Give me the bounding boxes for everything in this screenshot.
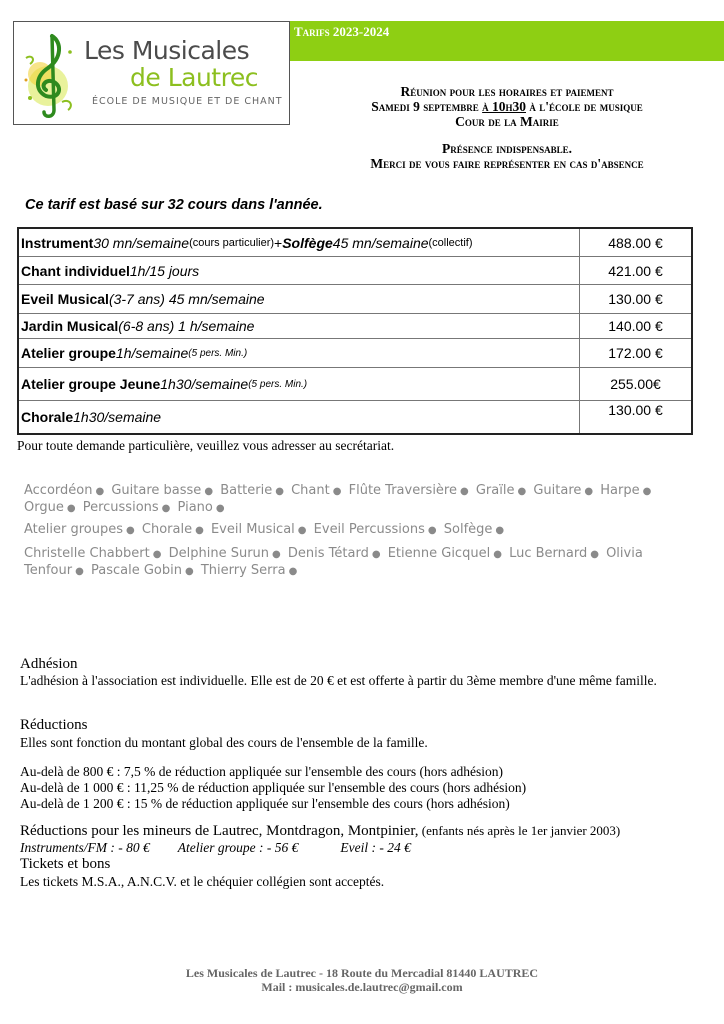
table-row	[19, 229, 691, 256]
table-row	[19, 367, 691, 400]
intro-text: Ce tarif est basé sur 32 cours dans l'année.	[25, 197, 323, 213]
instrument-item: Harpe	[600, 483, 640, 498]
footer-address: Les Musicales de Lautrec - 18 Route du Mercadial 81440 LAUTREC	[185, 966, 539, 980]
instrument-item: Guitare basse	[111, 483, 202, 498]
logo-title-line2: de Lautrec	[130, 63, 258, 92]
meeting-line4: Présence indispensable.	[441, 141, 573, 156]
tariff-price: 140.00 €	[608, 318, 663, 334]
bullet-separator: ●	[126, 525, 135, 536]
table-row	[19, 284, 691, 313]
tariff-description: Jardin Musical (6-8 ans) 1 h/semaine	[19, 314, 580, 338]
bullet-separator: ●	[493, 549, 502, 560]
bullet-separator: ●	[195, 525, 204, 536]
minors-title	[20, 823, 720, 840]
bullet-separator: ●	[584, 486, 594, 497]
meeting-line5: Merci de vous faire représenter en cas d'absence	[370, 156, 644, 171]
teacher-item: Pascale Gobin	[90, 562, 182, 578]
teacher-item: Christelle Chabbert	[24, 546, 150, 561]
instrument-item: Accordéon	[24, 483, 93, 498]
tariff-description: Eveil Musical (3-7 ans) 45 mn/semaine	[19, 285, 580, 313]
meeting-time: à 10h30	[482, 99, 526, 114]
tariff-description: Atelier groupe 1h/semaine (5 pers. Min.)	[19, 339, 580, 367]
reduction-tier: Au-delà de 1 200 € : 15 % de réduction appliquée sur l'ensemble des cours (hors adhésion)	[20, 796, 510, 811]
tariff-description: Atelier groupe Jeune 1h30/semaine (5 pers. Min.)	[19, 368, 580, 400]
instrument-item: Orgue	[24, 499, 64, 515]
teacher-item: Etienne Gicquel	[387, 546, 491, 561]
instrument-item: Chant	[291, 483, 330, 498]
bullet-separator: ●	[204, 486, 214, 497]
bullet-separator: ●	[184, 565, 194, 577]
bullet-separator: ●	[275, 486, 284, 497]
footer	[0, 967, 724, 994]
adhesion-text: L'adhésion à l'association est individuelle. Elle est de 20 € et est offerte à partir du 3ème membre d'une même famille.	[20, 673, 657, 688]
teacher-item: Luc Bernard	[509, 546, 588, 561]
bullet-separator: ●	[590, 549, 599, 560]
instrument-item: Flûte Traversière	[348, 483, 457, 498]
discount-atelier: Atelier groupe : - 56 €	[177, 840, 299, 855]
atelier-item: Solfège	[443, 522, 493, 537]
discount-eveil: Eveil : - 24 €	[340, 840, 411, 855]
meeting-place: à l'école de musique	[526, 99, 643, 114]
bullet-separator: ●	[95, 486, 105, 497]
tariff-price: 255.00€	[610, 376, 661, 392]
tariff-description: Instrument 30 mn/semaine (cours particulier) + Solfège 45 mn/semaine (collectif)	[19, 229, 580, 256]
instrument-item: Batterie	[220, 483, 273, 498]
tariff-price: 130.00 €	[608, 402, 663, 418]
bullet-separator: ●	[152, 549, 162, 560]
table-row	[19, 256, 691, 284]
table-row	[19, 338, 691, 367]
bullet-separator: ●	[288, 565, 298, 577]
reduction-tier: Au-delà de 800 € : 7,5 % de réduction appliquée sur l'ensemble des cours (hors adhésion)	[20, 764, 504, 779]
bullet-separator: ●	[427, 525, 437, 536]
bullet-separator: ●	[297, 525, 307, 536]
bullet-separator: ●	[272, 549, 281, 560]
meeting-info	[290, 84, 724, 171]
meeting-date: Samedi 9 septembre	[371, 99, 483, 114]
banner-title: Tarifs 2023-2024	[294, 24, 390, 39]
atelier-item: Chorale	[141, 522, 193, 537]
tickets-title: Tickets et bons	[20, 856, 111, 872]
bullet-separator: ●	[495, 525, 505, 536]
secretariat-note: Pour toute demande particulière, veuillez vous adresser au secrétariat.	[17, 438, 395, 453]
teacher-item: Thierry Serra	[200, 562, 286, 578]
title-banner	[290, 21, 724, 61]
bullet-separator: ●	[75, 565, 84, 577]
tariff-table	[17, 227, 693, 435]
teacher-item: Olivia Tenfour	[24, 546, 643, 578]
bullet-separator: ●	[371, 549, 381, 560]
instruments-list	[24, 483, 709, 516]
teacher-item: Denis Tétard	[287, 546, 369, 561]
instrument-item: Graïle	[475, 483, 515, 498]
teacher-item: Delphine Surun	[168, 546, 270, 561]
meeting-line1: Réunion pour les horaires et paiement	[400, 84, 614, 99]
bullet-separator: ●	[161, 502, 171, 514]
bullet-separator: ●	[517, 486, 527, 497]
logo-tagline: ÉCOLE DE MUSIQUE ET DE CHANT	[92, 96, 283, 107]
minors-discounts	[20, 840, 710, 856]
atelier-item: Atelier groupes	[24, 522, 123, 537]
ateliers-list	[24, 522, 709, 539]
logo	[13, 21, 290, 125]
meeting-line3: Cour de la Mairie	[455, 114, 559, 129]
reductions-text: Elles sont fonction du montant global des cours de l'ensemble de la famille.	[20, 735, 428, 750]
instrument-item: Percussions	[82, 499, 159, 515]
tariff-price: 488.00 €	[608, 234, 663, 251]
bullet-separator: ●	[642, 486, 652, 497]
footer-email: Mail : musicales.de.lautrec@gmail.com	[261, 979, 463, 994]
bullet-separator: ●	[215, 502, 225, 514]
teachers-list	[24, 546, 709, 579]
reductions-tiers	[20, 764, 710, 812]
minors-note: (enfants nés après le 1er janvier 2003)	[418, 823, 621, 838]
bullet-separator: ●	[332, 486, 342, 497]
tariff-price: 172.00 €	[608, 345, 663, 361]
tariff-description: Chorale 1h30/semaine	[19, 401, 580, 433]
minors-heading: Réductions pour les mineurs de Lautrec, Montdragon, Montpinier,	[20, 823, 419, 839]
treble-clef-icon	[18, 28, 82, 124]
adhesion-title: Adhésion	[20, 656, 78, 672]
reductions-title: Réductions	[20, 717, 88, 733]
table-row	[19, 313, 691, 338]
logo-title-line1: Les Musicales	[84, 36, 250, 65]
table-row	[19, 400, 691, 433]
tariff-description: Chant individuel 1h/15 jours	[19, 257, 580, 284]
tickets-text: Les tickets M.S.A., A.N.C.V. et le chéquier collégien sont acceptés.	[20, 874, 385, 889]
tariff-price: 421.00 €	[608, 262, 663, 279]
instrument-item: Guitare	[533, 483, 582, 498]
tariff-price: 130.00 €	[608, 291, 663, 307]
bullet-separator: ●	[66, 502, 76, 514]
atelier-item: Eveil Musical	[210, 522, 295, 537]
meeting-line2	[290, 99, 724, 114]
instrument-item: Piano	[177, 499, 213, 515]
atelier-item: Eveil Percussions	[313, 522, 425, 537]
reduction-tier: Au-delà de 1 000 € : 11,25 % de réduction appliquée sur l'ensemble des cours (hors adhésion)	[20, 780, 527, 795]
discount-instruments: Instruments/FM : - 80 €	[20, 840, 150, 855]
bullet-separator: ●	[459, 486, 469, 497]
